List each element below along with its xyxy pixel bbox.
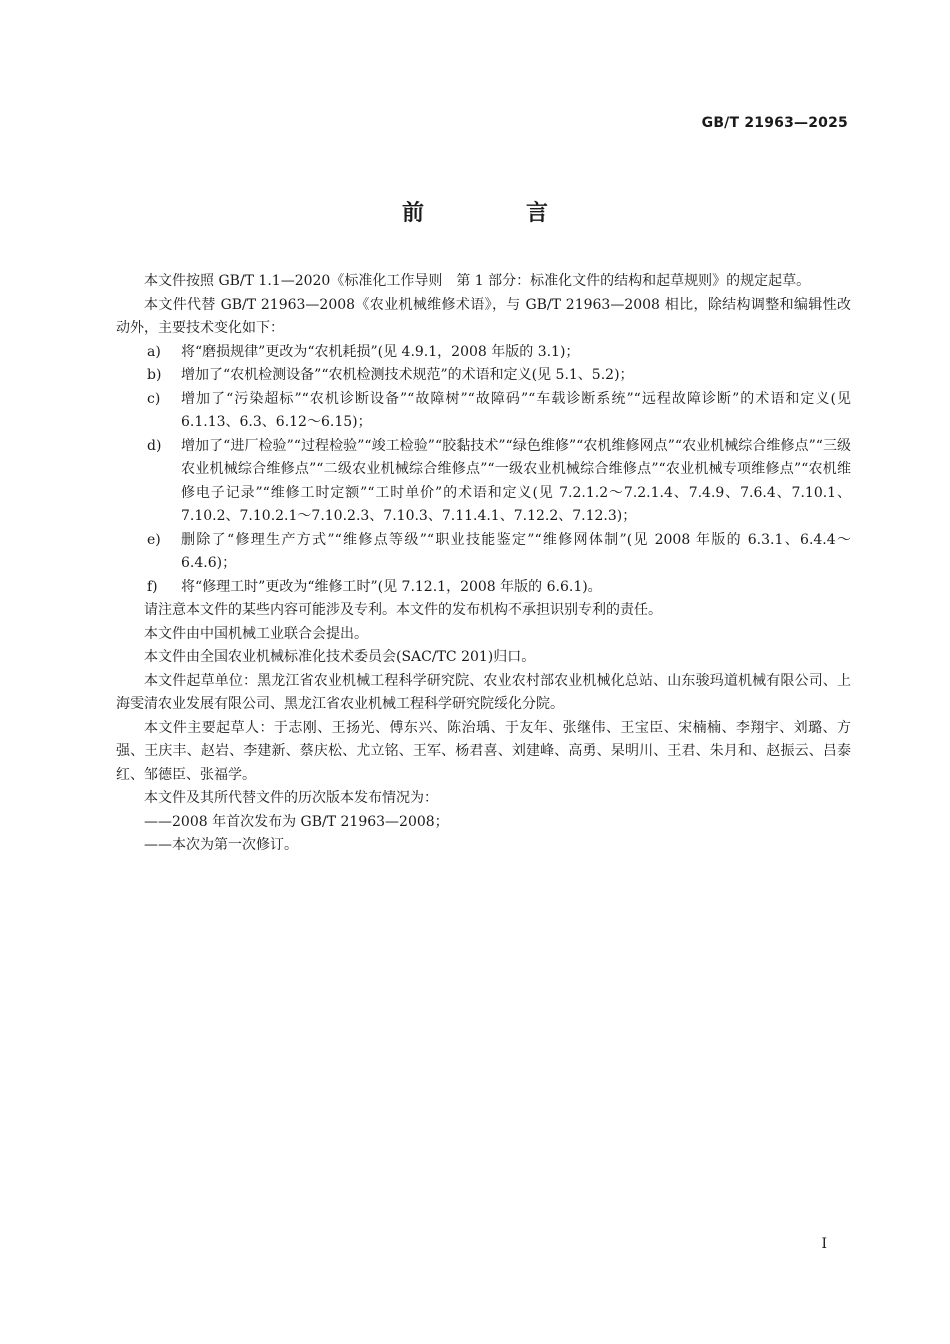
change-item [116, 435, 851, 529]
paragraph-version-history: 本文件及其所代替文件的历次版本发布情况为： [144, 790, 438, 806]
change-item-marker: c) [147, 390, 161, 407]
change-item-marker: f) [147, 578, 158, 595]
change-item [116, 364, 851, 388]
change-item-text: 增加了“进厂检验”“过程检验”“竣工检验”“胶黏技术”“绿色维修”“农机维修网点”“农业机械综合维修点”“三级农业机械综合维修点”“二级农业机械综合维修点”“一级农业机械综合维修点”“农业机械专项维修点”“农机维修电子记录”“维修工时定额”“工时单价”的术语和定义(见 7.2.1.2～7.2.1.4、7.4.9、7.6.4、7.10.1、7.10.2、7.10.2.1～7.10.2.3、7.10.3、7.11.4.1、7.12.2、7.12.3)； [181, 437, 851, 524]
change-item-marker: b) [147, 367, 162, 383]
paragraph-patent-notice: 请注意本文件的某些内容可能涉及专利。本文件的发布机构不承担识别专利的责任。 [144, 602, 662, 618]
change-item [116, 529, 851, 576]
paragraph-drafting-rules: 本文件按照 GB/T 1.1—2020《标准化工作导则 第 1 部分：标准化文件的结构和起草规则》的规定起草。 [144, 273, 811, 289]
history-item: ——本次为第一次修订。 [144, 837, 298, 853]
change-item-text: 增加了“农机检测设备”“农机检测技术规范”的术语和定义(见 5.1、5.2)； [181, 367, 634, 383]
history-item: ——2008 年首次发布为 GB/T 21963—2008； [144, 813, 449, 830]
change-item-text: 删除了“修理生产方式”“维修点等级”“职业技能鉴定”“维修网体制”(见 2008 年版的 6.3.1、6.4.4～6.4.6)； [181, 531, 851, 571]
paragraph-proposed-by: 本文件由中国机械工业联合会提出。 [144, 625, 368, 642]
paragraph-drafting-units: 本文件起草单位：黑龙江省农业机械工程科学研究院、农业农村部农业机械化总站、山东骏玛道机械有限公司、上海雯清农业发展有限公司、黑龙江省农业机械工程科学研究院绥化分院。 [116, 672, 851, 712]
change-item-text: 将“修理工时”更改为“维修工时”(见 7.12.1，2008 年版的 6.6.1)。 [181, 578, 602, 595]
change-item-marker: a) [147, 343, 161, 360]
change-item-marker: d) [147, 437, 162, 454]
paragraph-replaces: 本文件代替 GB/T 21963—2008《农业机械维修术语》，与 GB/T 21963—2008 相比，除结构调整和编辑性改动外，主要技术变化如下： [116, 296, 851, 336]
paragraph-main-drafters: 本文件主要起草人：于志刚、王扬光、傅东兴、陈治瑀、于友年、张继伟、王宝臣、宋楠楠、李翔宇、刘璐、方强、王庆丰、赵岩、李建新、蔡庆松、尤立铭、王军、杨君喜、刘建峰、高勇、杲明川、王君、朱月和、赵振云、吕泰红、邹德臣、张福学。 [116, 719, 851, 783]
paragraph-under-jurisdiction: 本文件由全国农业机械标准化技术委员会(SAC/TC 201)归口。 [144, 649, 536, 665]
change-item [116, 341, 851, 365]
page-title: 前 言 [401, 201, 588, 226]
change-item [116, 576, 851, 600]
page-number: I [821, 1236, 827, 1252]
foreword-body [116, 270, 851, 858]
change-item-text: 增加了“污染超标”“农机诊断设备”“故障树”“故障码”“车载诊断系统”“远程故障诊断”的术语和定义(见 6.1.13、6.3、6.12～6.15)； [181, 390, 851, 430]
standard-number: GB/T 21963—2025 [701, 115, 848, 131]
change-item-marker: e) [147, 531, 161, 548]
change-item [116, 388, 851, 435]
change-item-text: 将“磨损规律”更改为“农机耗损”(见 4.9.1，2008 年版的 3.1)； [181, 343, 580, 360]
